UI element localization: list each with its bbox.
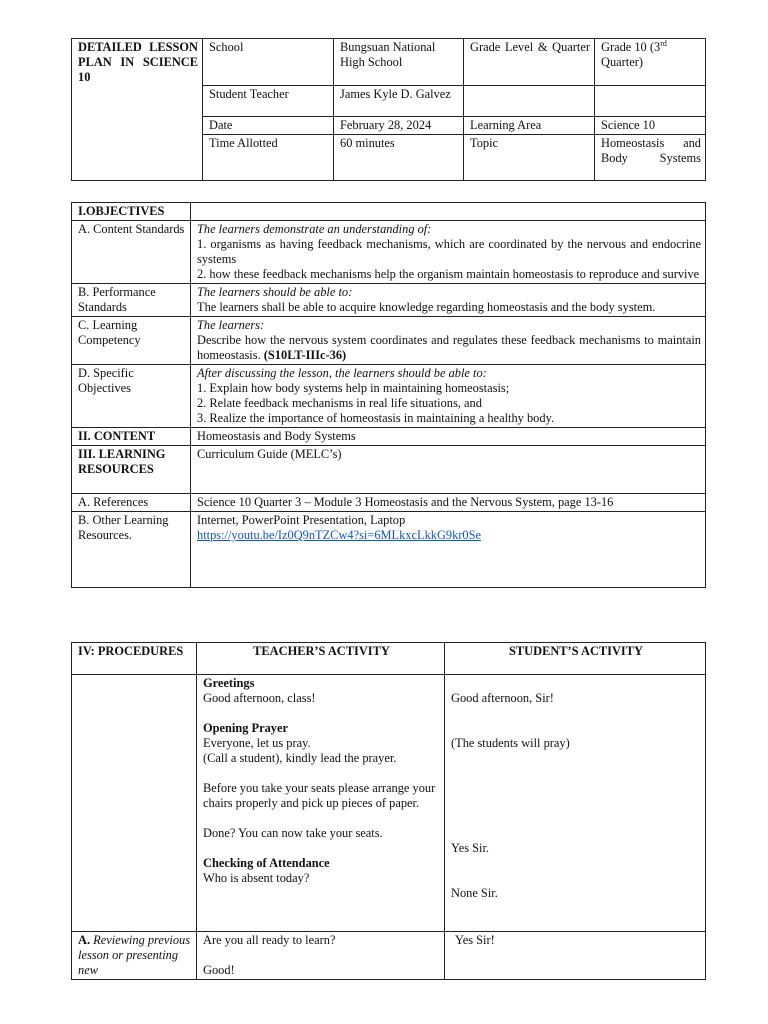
content-standards-text: The learners demonstrate an understanding of: 1. organisms as having feedback mechanisms, which are coordinated by the nervous and endocrine systems 2. how these feedback mechanisms help the organism maintain homeostasis to reproduce and survive — [191, 221, 706, 284]
student-activity-heading: STUDENT’S ACTIVITY — [445, 643, 706, 675]
area-value: Science 10 — [595, 117, 706, 135]
content-value: Homeostasis and Body Systems — [191, 428, 706, 446]
objectives-heading: I.OBJECTIVES — [72, 203, 191, 221]
teacher-value: James Kyle D. Galvez — [334, 86, 464, 117]
grade-value: Grade 10 (3rd Quarter) — [595, 39, 706, 86]
date-value: February 28, 2024 — [334, 117, 464, 135]
teacher-activity-heading: TEACHER’S ACTIVITY — [197, 643, 445, 675]
lesson-title: DETAILED LESSON PLAN IN SCIENCE 10 — [72, 39, 203, 181]
learning-competency-label: C. Learning Competency — [72, 317, 191, 365]
area-label: Learning Area — [464, 117, 595, 135]
review-label: A. Reviewing previous lesson or presenting new — [72, 932, 197, 980]
procedures-table — [71, 642, 706, 980]
student-preliminaries: Good afternoon, Sir! (The students will pray) Yes Sir. None Sir. — [445, 675, 706, 932]
topic-label: Topic — [464, 135, 595, 181]
review-teacher: Are you all ready to learn? Good! — [197, 932, 445, 980]
references-label: A. References — [72, 494, 191, 512]
review-student: Yes Sir! — [445, 932, 706, 980]
learning-competency-text: The learners: Describe how the nervous system coordinates and regulates these feedback mechanisms to maintain homeostasis. (S10LT-IIIc-36) — [191, 317, 706, 365]
performance-standards-text: The learners should be able to: The learners shall be able to acquire knowledge regarding homeostasis and the body system. — [191, 284, 706, 317]
learning-resources-value: Curriculum Guide (MELC’s) — [191, 446, 706, 494]
time-label: Time Allotted — [203, 135, 334, 181]
other-resources-value: Internet, PowerPoint Presentation, Laptop https://youtu.be/Iz0Q9nTZCw4?si=6MLkxcLkkG9kr0Se — [191, 512, 706, 588]
objectives-table — [71, 202, 706, 588]
content-standards-label: A. Content Standards — [72, 221, 191, 284]
specific-objectives-label: D. Specific Objectives — [72, 365, 191, 428]
time-value: 60 minutes — [334, 135, 464, 181]
grade-label: Grade Level & Quarter — [464, 39, 595, 86]
content-label: II. CONTENT — [72, 428, 191, 446]
specific-objectives-text: After discussing the lesson, the learners should be able to: 1. Explain how body systems help in maintaining homeostasis; 2. Relate feedback mechanisms in real life situations, and 3. Realize the importance of homeostasis in maintaining a healthy body. — [191, 365, 706, 428]
teacher-preliminaries: Greetings Good afternoon, class! Opening Prayer Everyone, let us pray. (Call a student), kindly lead the prayer. Before you take your seats please arrange your chairs properly and pick up pieces of paper. Done? You can now take your seats. Checking of Attendance Who is absent today? — [197, 675, 445, 932]
topic-value: Homeostasis and Body Systems — [595, 135, 706, 181]
learning-resources-label: III. LEARNING RESOURCES — [72, 446, 191, 494]
procedures-heading: IV: PROCEDURES — [72, 643, 197, 675]
lesson-header-table — [71, 38, 706, 181]
teacher-label: Student Teacher — [203, 86, 334, 117]
performance-standards-label: B. Performance Standards — [72, 284, 191, 317]
school-label: School — [203, 39, 334, 86]
video-link[interactable]: https://youtu.be/Iz0Q9nTZCw4?si=6MLkxcLkkG9kr0Se — [197, 528, 482, 542]
other-resources-label: B. Other Learning Resources. — [72, 512, 191, 588]
references-value: Science 10 Quarter 3 – Module 3 Homeostasis and the Nervous System, page 13-16 — [191, 494, 706, 512]
school-value: Bungsuan National High School — [334, 39, 464, 86]
date-label: Date — [203, 117, 334, 135]
